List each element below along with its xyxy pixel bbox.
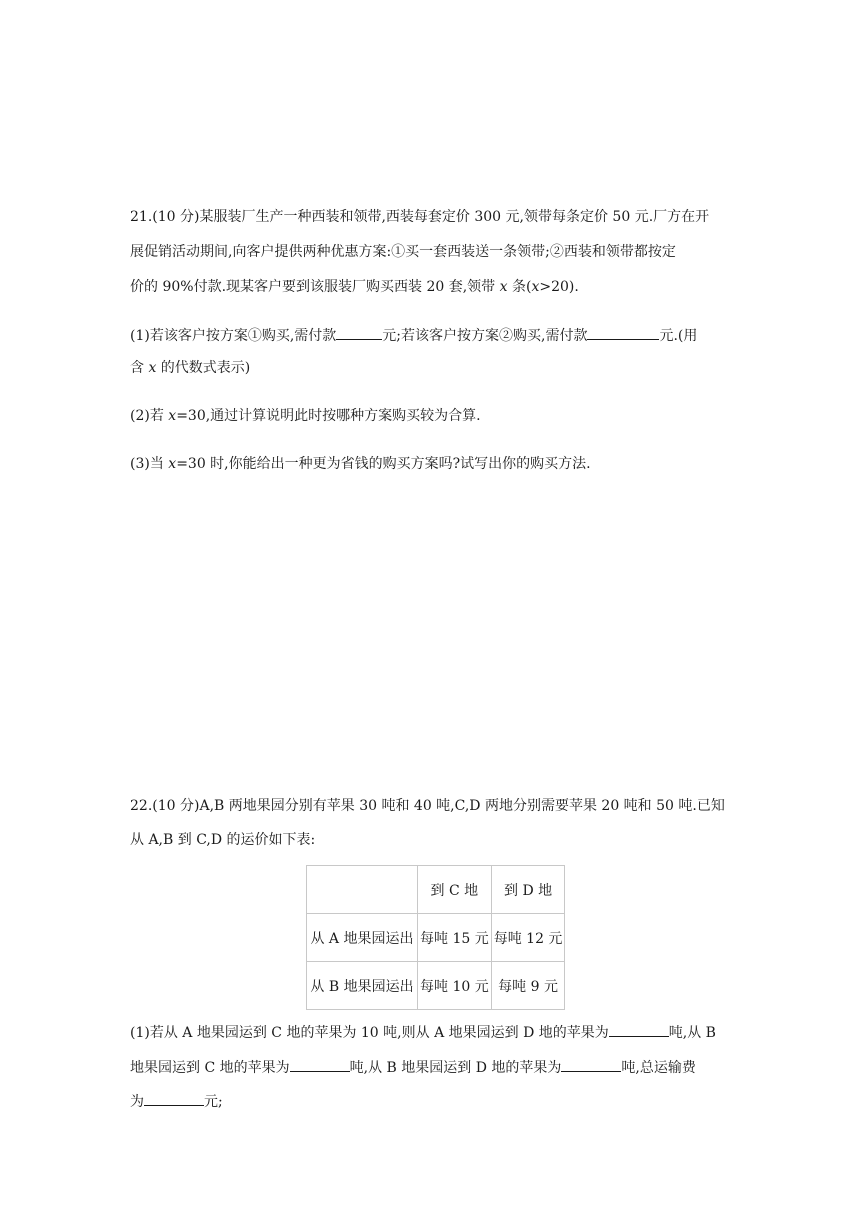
q21-part-1-text: 元.(用 xyxy=(659,328,698,344)
q21-part-3-text: =30 时,你能给出一种更为省钱的购买方案吗?试写出你的购买方法. xyxy=(176,456,591,472)
table-corner-cell xyxy=(307,866,418,914)
q21-part-2-text: =30,通过计算说明此时按哪种方案购买较为合算. xyxy=(176,408,481,424)
q22-part-1-text: 吨,从 B xyxy=(668,1025,716,1041)
table-cell: 每吨 10 元 xyxy=(418,962,492,1010)
q22-part-1-text: 元; xyxy=(204,1094,223,1110)
q22-part-1-text: 吨,从 B 地果园运到 D 地的苹果为 xyxy=(349,1060,562,1076)
q22-part-1-text: 地果园运到 C 地的苹果为 xyxy=(130,1060,290,1076)
q22-stem-line-2: 从 A,B 到 C,D 的运价如下表: xyxy=(130,832,316,848)
q21-stem-line-2: 展促销活动期间,向客户提供两种优惠方案:①买一套西装送一条领带;②西装和领带都按定 xyxy=(130,244,676,260)
answer-blank xyxy=(587,324,659,340)
q22-part-1-text: 为 xyxy=(130,1094,144,1110)
freight-price-table xyxy=(306,865,565,1010)
table-row-header: 从 B 地果园运出 xyxy=(307,962,418,1010)
q21-stem-line-1: 21.(10 分)某服装厂生产一种西装和领带,西装每套定价 300 元,领带每条定价 50 元.厂方在开 xyxy=(130,209,710,225)
q21-stem-text: >20). xyxy=(539,279,579,295)
table-cell: 每吨 15 元 xyxy=(418,914,492,962)
answer-blank xyxy=(290,1056,350,1072)
table-header-row xyxy=(307,866,565,914)
q21-part-1-text: (1)若该客户按方案①购买,需付款 xyxy=(130,328,337,344)
q22-part-1-text: (1)若从 A 地果园运到 C 地的苹果为 10 吨,则从 A 地果园运到 D 地的苹果为 xyxy=(130,1025,609,1041)
table-header-cell: 到 C 地 xyxy=(418,866,492,914)
q21-part-3-text: (3)当 xyxy=(130,456,169,472)
q21-part-1-text: 元;若该客户按方案②购买,需付款 xyxy=(382,328,588,344)
q21-part-1-text: 的代数式表示) xyxy=(156,360,251,376)
q21-stem-line-3 xyxy=(130,277,579,297)
q22-part-1-line-1 xyxy=(130,1021,716,1041)
q21-stem-text: 价的 90%付款.现某客户要到该服装厂购买西装 20 套,领带 xyxy=(130,279,500,295)
q22-part-1-line-3 xyxy=(130,1090,223,1110)
table-row-header: 从 A 地果园运出 xyxy=(307,914,418,962)
variable-x: x xyxy=(499,279,508,295)
table-cell: 每吨 9 元 xyxy=(491,962,565,1010)
q21-part-2 xyxy=(130,406,481,426)
variable-x: x xyxy=(168,408,177,424)
q21-part-2-text: (2)若 xyxy=(130,408,169,424)
answer-blank xyxy=(561,1056,621,1072)
table-header-cell: 到 D 地 xyxy=(491,866,565,914)
q22-stem-line-1: 22.(10 分)A,B 两地果园分别有苹果 30 吨和 40 吨,C,D 两地分别需要苹果 20 吨和 50 吨.已知 xyxy=(130,798,725,814)
variable-x: x xyxy=(148,360,157,376)
q21-part-1-line-2 xyxy=(130,358,250,378)
table-row xyxy=(307,914,565,962)
variable-x: x xyxy=(531,279,540,295)
q22-part-1-text: 吨,总运输费 xyxy=(621,1060,696,1076)
q21-part-1-line-1 xyxy=(130,324,697,344)
answer-blank xyxy=(609,1021,669,1037)
q21-part-1-text: 含 xyxy=(130,360,149,376)
answer-blank xyxy=(336,324,382,340)
table-row xyxy=(307,962,565,1010)
table-cell: 每吨 12 元 xyxy=(491,914,565,962)
variable-x: x xyxy=(168,456,177,472)
q21-stem-text: 条( xyxy=(507,279,532,295)
answer-blank xyxy=(144,1090,204,1106)
q21-part-3 xyxy=(130,454,591,474)
q22-part-1-line-2 xyxy=(130,1056,696,1076)
